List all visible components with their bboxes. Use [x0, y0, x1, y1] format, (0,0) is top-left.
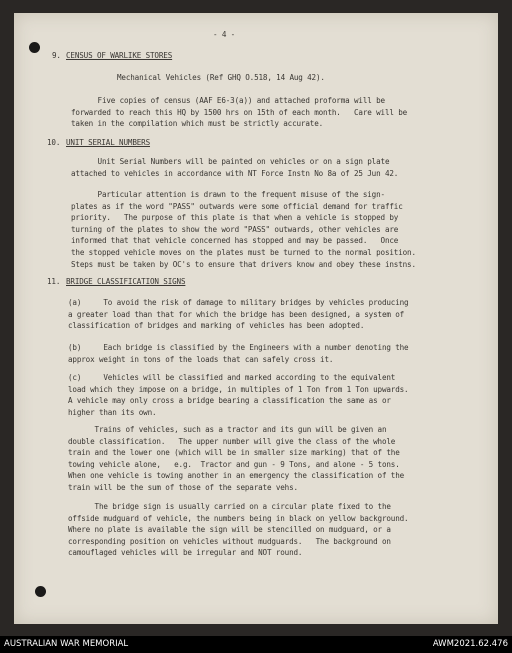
- section-heading: BRIDGE CLASSIFICATION SIGNS: [66, 277, 186, 286]
- paragraph-line: turning of the plates to show the word "PASS" outwards, other vehicles are: [71, 224, 399, 234]
- punch-hole-top: [29, 42, 40, 53]
- paragraph-line: classification of bridges and marking of vehicles has been adopted.: [68, 321, 365, 331]
- paragraph-line: Steps must be taken by OC's to ensure that drivers know and obey these instns.: [71, 259, 416, 269]
- page-number: - 4 -: [213, 30, 236, 39]
- paragraph-line: corresponding position on vehicles without mudguards. The background on: [68, 536, 391, 546]
- paragraph-line: Unit Serial Numbers will be painted on vehicles or on a sign plate: [71, 157, 390, 166]
- paragraph-line: load which they impose on a bridge, in multiples of 1 Ton from 1 Ton upwards.: [68, 384, 409, 394]
- paragraph-line: informed that that vehicle concerned has stopped and may be passed. Once: [71, 236, 399, 246]
- paragraph-line: train will be the sum of those of the separate vehs.: [68, 483, 298, 492]
- paragraph-line: train and the lower one (which will be in smaller size marking) that of the: [68, 448, 400, 458]
- paragraph-line: The bridge sign is usually carried on a circular plate fixed to the: [68, 502, 391, 511]
- paragraph-line: higher than its own.: [68, 407, 157, 417]
- paragraph-line: When one vehicle is towing another in an emergency the classification of the: [68, 471, 405, 481]
- paragraph-line: priority. The purpose of this plate is that when a vehicle is stopped by: [71, 213, 399, 223]
- paragraph-line: a greater load than that for which the bridge has been designed, a system of: [68, 309, 405, 319]
- paragraph-line: attached to vehicles in accordance with NT Force Instn No 8a of 25 Jun 42.: [71, 168, 399, 178]
- section-heading: CENSUS OF WARLIKE STORES: [66, 51, 173, 60]
- section-number: 11.: [47, 277, 61, 286]
- paragraph-line: camouflaged vehicles will be irregular and NOT round.: [68, 548, 303, 558]
- paragraph-line: Where no plate is available the sign will be stencilled on mudguard, or a: [68, 525, 391, 535]
- paragraph-line: the stopped vehicle moves on the plates must be turned to the normal position.: [71, 248, 416, 257]
- paragraph-line: (c) Vehicles will be classified and marked according to the equivalent: [68, 373, 396, 382]
- paragraph-line: (a) To avoid the risk of damage to military bridges by vehicles producing: [68, 298, 409, 307]
- footer-reference: AWM2021.62.476: [432, 639, 508, 649]
- archive-footer: [0, 636, 512, 653]
- paragraph-line: taken in the compilation which must be strictly accurate.: [71, 119, 324, 129]
- paragraph-line: Trains of vehicles, such as a tractor and its gun will be given an: [68, 425, 387, 434]
- paragraph-line: (b) Each bridge is classified by the Engineers with a number denoting the: [68, 343, 409, 352]
- paragraph-line: approx weight in tons of the loads that can safely cross it.: [68, 354, 334, 364]
- paragraph-line: offside mudguard of vehicle, the numbers being in black on yellow background.: [68, 513, 409, 523]
- section-number: 9.: [52, 51, 61, 60]
- paragraph-line: plates as if the word "PASS" outwards were some official demand for traffic: [71, 201, 403, 211]
- punch-hole-bottom: [35, 586, 46, 597]
- section-heading: UNIT SERIAL NUMBERS: [66, 138, 151, 147]
- paragraph-line: double classification. The upper number will give the class of the whole: [68, 436, 396, 446]
- footer-source: AUSTRALIAN WAR MEMORIAL: [4, 639, 129, 649]
- paragraph-line: A vehicle may only cross a bridge bearing a classification the same as or: [68, 396, 391, 406]
- paragraph-line: forwarded to reach this HQ by 1500 hrs on 15th of each month. Care will be: [71, 107, 408, 117]
- paragraph-line: towing vehicle alone, e.g. Tractor and gun - 9 Tons, and alone - 5 tons.: [68, 459, 400, 469]
- paragraph-line: Five copies of census (AAF E6-3(a)) and attached proforma will be: [71, 96, 385, 105]
- section-number: 10.: [47, 138, 61, 147]
- section-subheading: Mechanical Vehicles (Ref GHQ O.518, 14 Aug 42).: [117, 73, 325, 82]
- paragraph-line: Particular attention is drawn to the frequent misuse of the sign-: [71, 190, 385, 199]
